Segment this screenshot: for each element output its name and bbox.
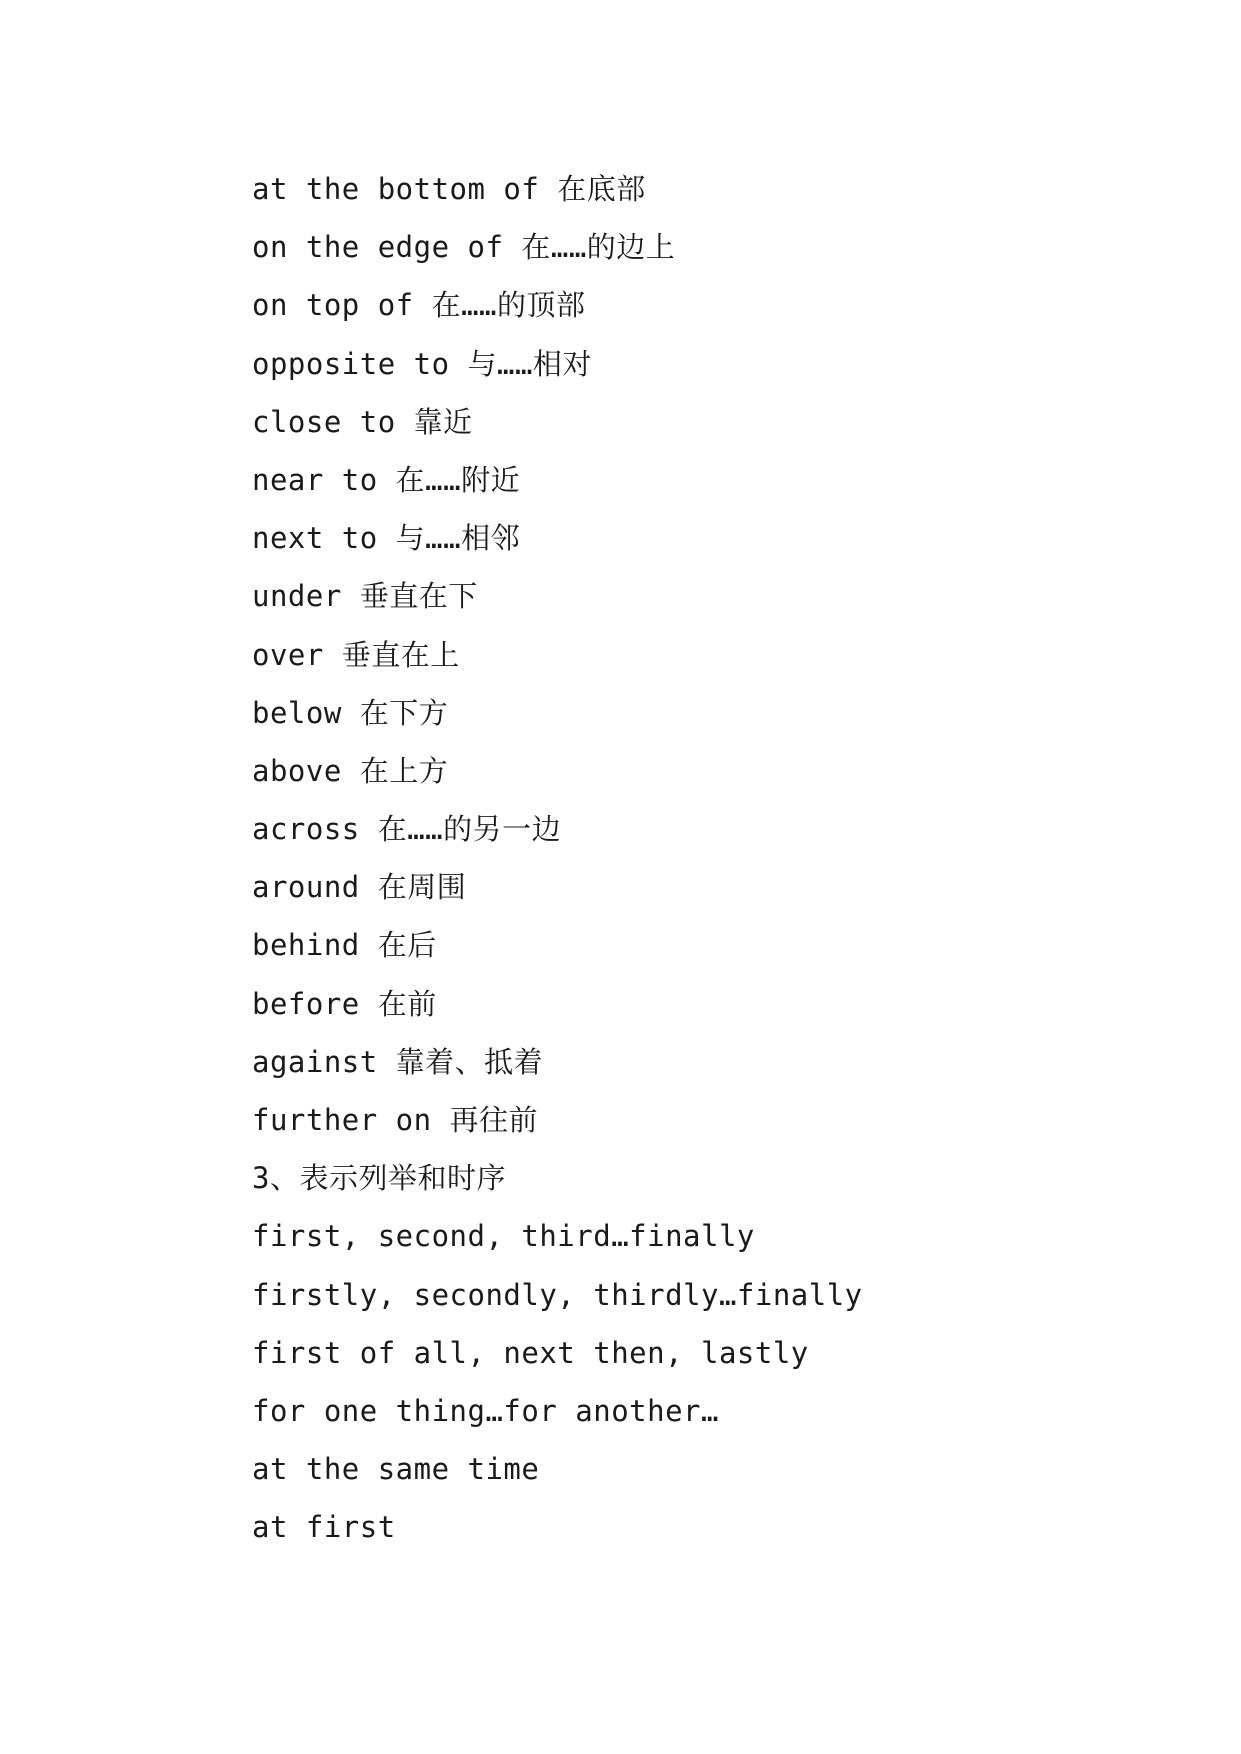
phrase-line: at the same time xyxy=(252,1452,540,1487)
phrase-line: opposite to 与……相对 xyxy=(252,346,592,381)
phrase-line: first of all, next then, lastly xyxy=(252,1335,809,1370)
phrase-line: next to 与……相邻 xyxy=(252,521,521,556)
phrase-list xyxy=(252,160,863,1557)
phrase-line: near to 在……附近 xyxy=(252,462,521,497)
phrase-line: further on 再往前 xyxy=(252,1103,539,1137)
phrase-line: under 垂直在下 xyxy=(252,579,478,614)
phrase-line: behind 在后 xyxy=(252,928,437,963)
phrase-line: at first xyxy=(252,1510,396,1545)
section-heading: 3、表示列举和时序 xyxy=(252,1161,506,1196)
phrase-line: at the bottom of 在底部 xyxy=(252,172,646,206)
phrase-line: on top of 在……的顶部 xyxy=(252,288,586,323)
phrase-line: against 靠着、抵着 xyxy=(252,1044,544,1079)
phrase-line: over 垂直在上 xyxy=(252,637,460,672)
phrase-line: on the edge of 在……的边上 xyxy=(252,230,676,265)
phrase-line: firstly, secondly, thirdly…finally xyxy=(252,1277,863,1312)
phrase-line: across 在……的另一边 xyxy=(252,812,562,847)
phrase-line: for one thing…for another… xyxy=(252,1393,719,1428)
phrase-line: first, second, third…finally xyxy=(252,1219,755,1254)
phrase-line: below 在下方 xyxy=(252,695,449,730)
phrase-line: above 在上方 xyxy=(252,753,449,788)
phrase-line: around 在周围 xyxy=(252,870,467,905)
phrase-line: close to 靠近 xyxy=(252,404,473,439)
phrase-line: before 在前 xyxy=(252,986,437,1021)
